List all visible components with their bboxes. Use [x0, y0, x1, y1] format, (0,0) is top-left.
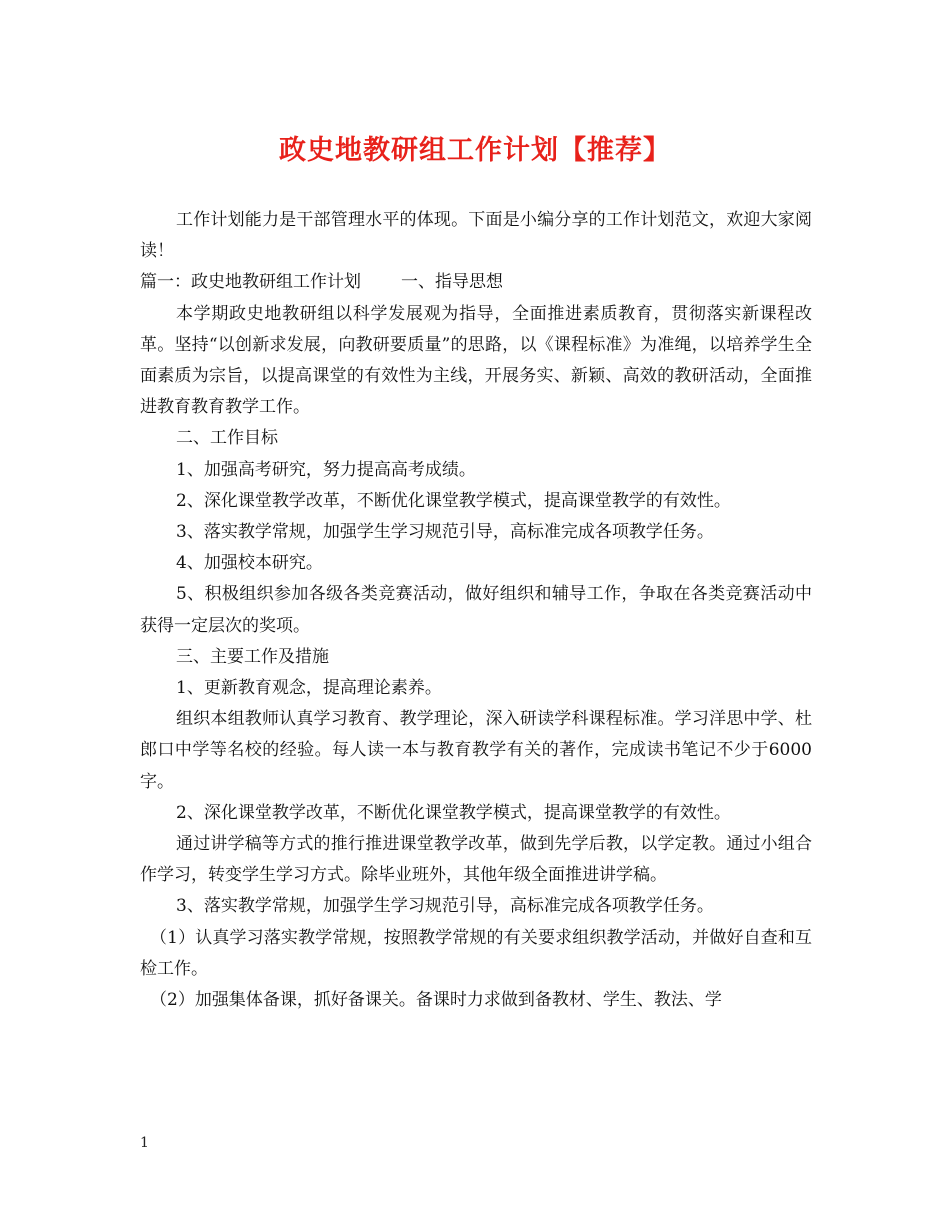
- guiding-thought-paragraph: 本学期政史地教研组以科学发展观为指导，全面推进素质教育，贯彻落实新课程改革。坚持“以创新求发展，向教研要质量”的思路，以《课程标准》为准绳，以培养学生全面素质为宗旨，以提高课堂的有效性为主线，开展务实、新颖、高效的教研活动，全面推进教育教育教学工作。: [140, 303, 812, 418]
- measure-body: 通过讲学稿等方式的推行推进课堂教学改革，做到先学后教，以学定教。通过小组合作学习，转变学生学习方式。除毕业班外，其他年级全面推进讲学稿。: [140, 834, 812, 886]
- goal-item: 1、加强高考研究，努力提高高考成绩。: [176, 459, 476, 480]
- goal-item: 4、加强校本研究。: [176, 553, 323, 574]
- section-heading-title: 篇一：政史地教研组工作计划: [140, 272, 361, 293]
- page-number: 1: [140, 1135, 149, 1151]
- measure-sub-item: （2）加强集体备课，抓好备课关。备课时力求做到备教材、学生、教法、学: [150, 990, 722, 1011]
- measure-title: 2、深化课堂教学改革，不断优化课堂教学模式，提高课堂教学的有效性。: [176, 802, 731, 823]
- goal-item: 5、积极组织参加各级各类竞赛活动，做好组织和辅导工作，争取在各类竞赛活动中获得一定层次的奖项。: [140, 584, 812, 636]
- goal-item: 3、落实教学常规，加强学生学习规范引导，高标准完成各项教学任务。: [176, 522, 714, 543]
- document-body: [140, 205, 812, 1016]
- goal-item: 2、深化课堂教学改革，不断优化课堂教学模式，提高课堂教学的有效性。: [176, 490, 731, 511]
- measure-title: 1、更新教育观念，提高理论素养。: [176, 678, 442, 699]
- measures-heading: 三、主要工作及措施: [176, 646, 329, 667]
- measure-sub-item: （1）认真学习落实教学常规，按照教学常规的有关要求组织教学活动，并做好自查和互检工作。: [140, 927, 812, 979]
- measure-body: 组织本组教师认真学习教育、教学理论，深入研读学科课程标准。学习洋思中学、杜郎口中学等名校的经验。每人读一本与教育教学有关的著作，完成读书笔记不少于6000字。: [140, 709, 812, 792]
- section-heading-subtitle: 一、指导思想: [401, 272, 503, 293]
- measure-title: 3、落实教学常规，加强学生学习规范引导，高标准完成各项教学任务。: [176, 896, 714, 917]
- goals-heading: 二、工作目标: [176, 428, 278, 449]
- section-heading: [140, 267, 812, 298]
- document-title: 政史地教研组工作计划【推荐】: [279, 135, 671, 166]
- intro-paragraph: 工作计划能力是干部管理水平的体现。下面是小编分享的工作计划范文，欢迎大家阅读！: [140, 210, 812, 262]
